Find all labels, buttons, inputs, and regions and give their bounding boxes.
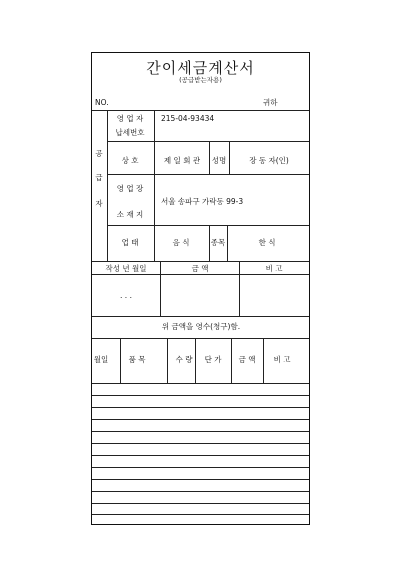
divider [120,338,121,383]
items-row-line [92,395,309,396]
document-subtitle: (공급받는자용) [179,76,222,84]
trade-name-label: 상 호 [121,156,139,165]
business-address-value: 서울 송파구 가락동 99-3 [161,197,244,206]
divider [107,141,309,142]
owner-name-value: 장 동 자(인) [249,156,289,165]
divider [154,110,155,261]
divider [92,110,309,111]
divider [231,338,232,383]
items-row-line [92,419,309,420]
items-row-line [92,491,309,492]
business-type-label: 업 태 [121,238,139,247]
items-header-quantity: 수 량 [175,355,193,364]
business-reg-label-line1: 영 업 자 [116,114,144,123]
business-item-label: 종목 [210,238,226,247]
supplier-side-label-1: 공 [95,149,103,158]
receipt-statement: 위 금액을 영수(청구)함. [161,322,241,331]
amount-header: 금 액 [191,264,209,273]
supplier-side-label-3: 자 [95,199,103,208]
divider [92,338,309,339]
items-header-note: 비 고 [273,355,291,364]
divider [107,110,108,261]
trade-name-value: 제 일 회 관 [163,156,201,165]
business-type-value: 음 식 [172,238,190,247]
items-row-line [92,443,309,444]
divider [92,261,309,262]
items-row-line [92,407,309,408]
items-row-line [92,383,309,384]
divider [160,261,161,316]
invoice-number-label: NO. [95,98,109,107]
business-reg-label-line2: 납세번호 [115,128,145,137]
divider [92,274,309,275]
items-row-line [92,467,309,468]
note-header: 비 고 [265,264,283,273]
items-header-unit-price: 단 가 [204,355,222,364]
divider [107,174,309,175]
items-row-line [92,431,309,432]
items-row-line [92,455,309,456]
date-placeholder: . . . [120,291,132,300]
business-item-value: 한 식 [258,238,276,247]
divider [229,141,230,174]
simplified-tax-invoice-form [91,52,310,525]
business-reg-number: 215-04-93434 [161,114,215,123]
recipient-suffix: 귀하 [263,98,278,107]
divider [263,338,264,383]
items-header-product: 품 목 [128,355,146,364]
items-row-line [92,503,309,504]
divider [239,261,240,316]
divider [227,225,228,261]
owner-name-label: 성명 [211,156,227,165]
business-address-label-line2: 소 재 지 [116,210,144,219]
divider [209,141,210,174]
divider [92,316,309,317]
document-title: 간이세금계산서 [146,59,255,77]
items-header-date: 월일 [93,355,109,364]
date-header: 작성 년 월일 [105,264,147,273]
items-row-line [92,514,309,515]
supplier-side-label-2: 급 [95,173,103,182]
divider [167,338,168,383]
business-address-label-line1: 영 업 장 [116,184,144,193]
items-row-line [92,479,309,480]
items-header-amount: 금 액 [238,355,256,364]
divider [107,225,309,226]
divider [195,338,196,383]
